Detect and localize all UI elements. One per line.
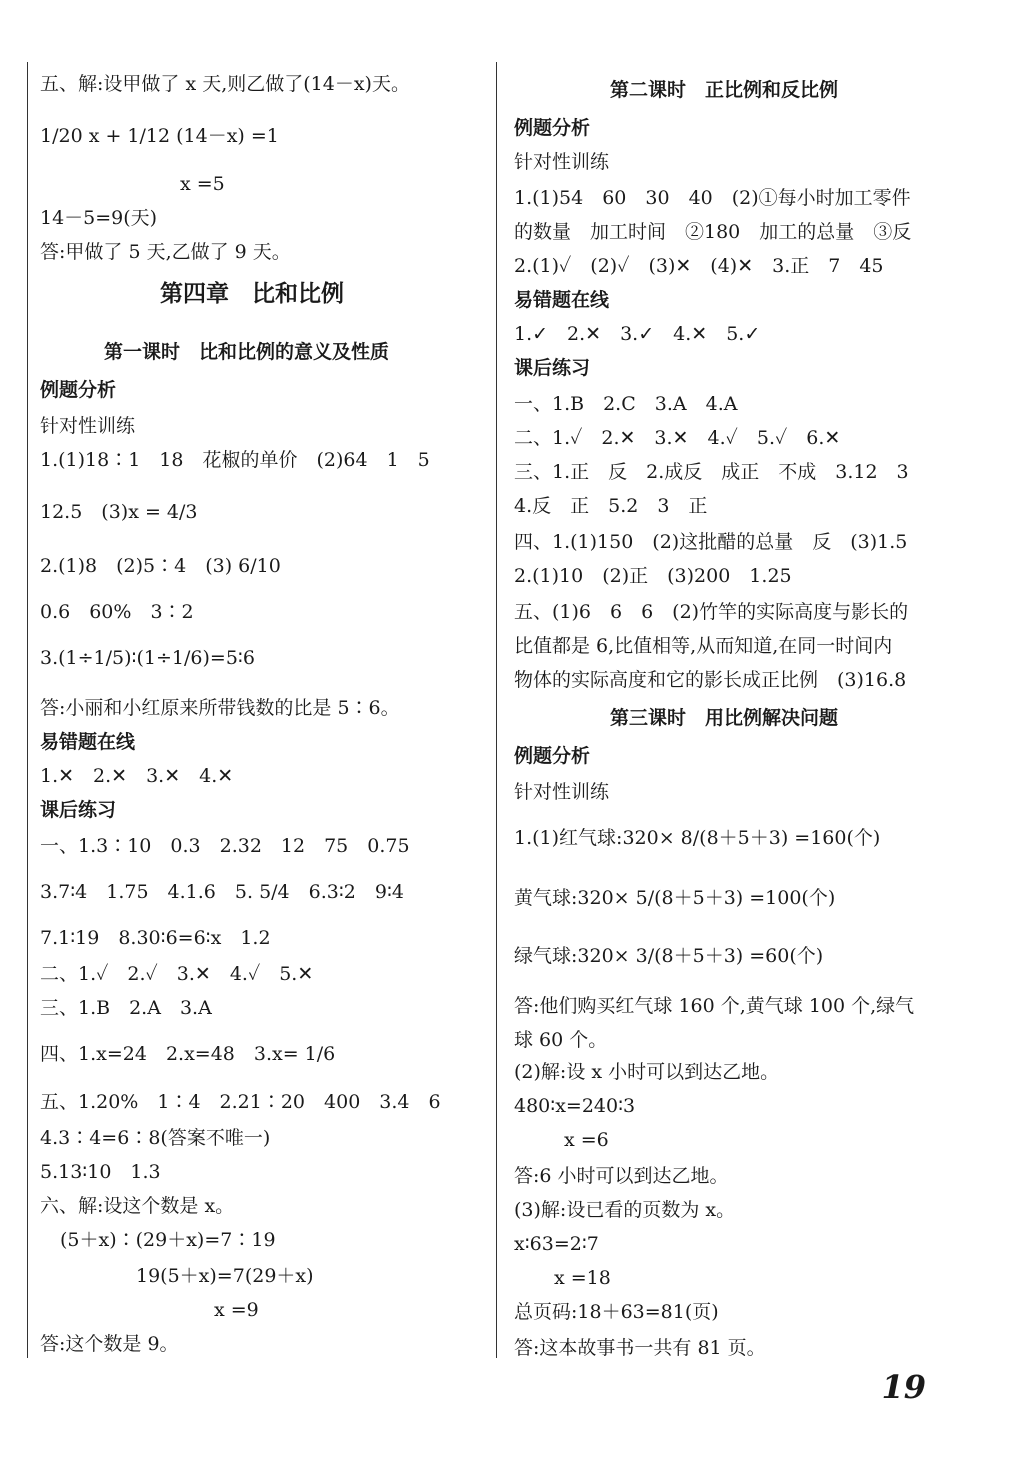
text-line: 2.(1)✓ (2)✓ (3)✕ (4)✕ 3.正 7 45 xyxy=(514,255,884,277)
text-line: 三、1.正 反 2.成反 成正 不成 3.12 3 xyxy=(514,461,909,483)
text-line: 的数量 加工时间 ②180 加工的总量 ③反 xyxy=(514,221,912,243)
text-line: 答:小丽和小红原来所带钱数的比是 5∶6。 xyxy=(40,697,400,719)
text-line: 五、(1)6 6 6 (2)竹竿的实际高度与影长的 xyxy=(514,601,909,623)
text-line: x∶63=2∶7 xyxy=(514,1233,599,1255)
section-line: 易错题在线 xyxy=(40,731,136,753)
text-line: x =18 xyxy=(554,1267,611,1289)
text-line: 1.(1)18∶1 18 花椒的单价 (2)64 1 5 xyxy=(40,449,430,471)
text-line: 12.5 (3)x = 4/3 xyxy=(40,501,198,523)
text-line: 球 60 个。 xyxy=(514,1029,608,1051)
left-margin-rule xyxy=(27,62,28,1358)
text-line: 五、1.20% 1∶4 2.21∶20 400 3.4 6 xyxy=(40,1091,441,1113)
text-line: 二、1.✓ 2.✓ 3.✕ 4.✓ 5.✕ xyxy=(40,963,314,985)
text-line: 物体的实际高度和它的影长成正比例 (3)16.8 xyxy=(514,669,907,691)
text-line: 1.(1)红气球:320× 8/(8＋5＋3) =160(个) xyxy=(514,827,881,849)
text-line: 一、1.B 2.C 3.A 4.A xyxy=(514,393,738,415)
text-line: 3.(1÷1/5)∶(1÷1/6)=5∶6 xyxy=(40,647,255,669)
text-line: 四、1.(1)150 (2)这批醋的总量 反 (3)1.5 xyxy=(514,531,908,553)
text-line: 六、解:设这个数是 x。 xyxy=(40,1195,235,1217)
text-line: 针对性训练 xyxy=(514,151,610,173)
text-line: 14－5=9(天) xyxy=(40,207,158,229)
text-line: 2.(1)10 (2)正 (3)200 1.25 xyxy=(514,565,792,587)
column-divider xyxy=(496,62,497,1358)
text-line: 针对性训练 xyxy=(514,781,610,803)
text-line: 黄气球:320× 5/(8＋5＋3) =100(个) xyxy=(514,887,836,909)
text-line: 2.(1)8 (2)5∶4 (3) 6/10 xyxy=(40,555,281,577)
text-line: 四、1.x=24 2.x=48 3.x= 1/6 xyxy=(40,1043,336,1065)
text-line: x =9 xyxy=(214,1299,259,1321)
text-line: 1.✕ 2.✕ 3.✕ 4.✕ xyxy=(40,765,234,787)
section-line: 例题分析 xyxy=(514,117,591,139)
lesson-line: 第一课时 比和比例的意义及性质 xyxy=(104,341,390,363)
text-line: 3.7∶4 1.75 4.1.6 5. 5/4 6.3∶2 9∶4 xyxy=(40,881,405,903)
text-line: 0.6 60% 3∶2 xyxy=(40,601,194,623)
text-line: x =5 xyxy=(180,173,225,195)
text-line: (3)解:设已看的页数为 x。 xyxy=(514,1199,736,1221)
text-line: 480∶x=240∶3 xyxy=(514,1095,636,1117)
text-line: 答:这个数是 9。 xyxy=(40,1333,179,1355)
section-line: 课后练习 xyxy=(514,357,591,379)
text-line: 4.反 正 5.2 3 正 xyxy=(514,495,708,517)
text-line: 总页码:18＋63=81(页) xyxy=(514,1301,719,1323)
text-line: 1.✓ 2.✕ 3.✓ 4.✕ 5.✓ xyxy=(514,323,761,345)
text-line: x =6 xyxy=(564,1129,609,1151)
section-line: 易错题在线 xyxy=(514,289,610,311)
text-line: 答:甲做了 5 天,乙做了 9 天。 xyxy=(40,241,291,263)
text-line: 4.3∶4=6∶8(答案不唯一) xyxy=(40,1127,271,1149)
text-line: 答:这本故事书一共有 81 页。 xyxy=(514,1337,766,1359)
section-line: 例题分析 xyxy=(40,379,117,401)
lesson-line: 第二课时 正比例和反比例 xyxy=(610,79,839,101)
text-line: 答:6 小时可以到达乙地。 xyxy=(514,1165,729,1187)
chapter-line: 第四章 比和比例 xyxy=(160,281,344,307)
text-line: 三、1.B 2.A 3.A xyxy=(40,997,212,1019)
text-line: 五、解:设甲做了 x 天,则乙做了(14－x)天。 xyxy=(40,73,410,95)
text-line: 答:他们购买红气球 160 个,黄气球 100 个,绿气 xyxy=(514,995,915,1017)
text-line: 19(5＋x)=7(29＋x) xyxy=(136,1265,314,1287)
section-line: 例题分析 xyxy=(514,745,591,767)
text-line: 1.(1)54 60 30 40 (2)①每小时加工零件 xyxy=(514,187,911,209)
text-line: (2)解:设 x 小时可以到达乙地。 xyxy=(514,1061,780,1083)
section-line: 课后练习 xyxy=(40,799,117,821)
text-line: (5＋x)∶(29＋x)=7∶19 xyxy=(60,1229,276,1251)
text-line: 比值都是 6,比值相等,从而知道,在同一时间内 xyxy=(514,635,893,657)
text-line: 一、1.3∶10 0.3 2.32 12 75 0.75 xyxy=(40,835,410,857)
page-number: 19 xyxy=(881,1368,926,1406)
text-line: 7.1∶19 8.30∶6=6∶x 1.2 xyxy=(40,927,271,949)
text-line: 1/20 x + 1/12 (14－x) =1 xyxy=(40,125,279,147)
lesson-line: 第三课时 用比例解决问题 xyxy=(610,707,839,729)
text-line: 5.13∶10 1.3 xyxy=(40,1161,161,1183)
text-line: 针对性训练 xyxy=(40,415,136,437)
text-line: 绿气球:320× 3/(8＋5＋3) =60(个) xyxy=(514,945,824,967)
text-line: 二、1.✓ 2.✕ 3.✕ 4.✓ 5.✓ 6.✕ xyxy=(514,427,841,449)
